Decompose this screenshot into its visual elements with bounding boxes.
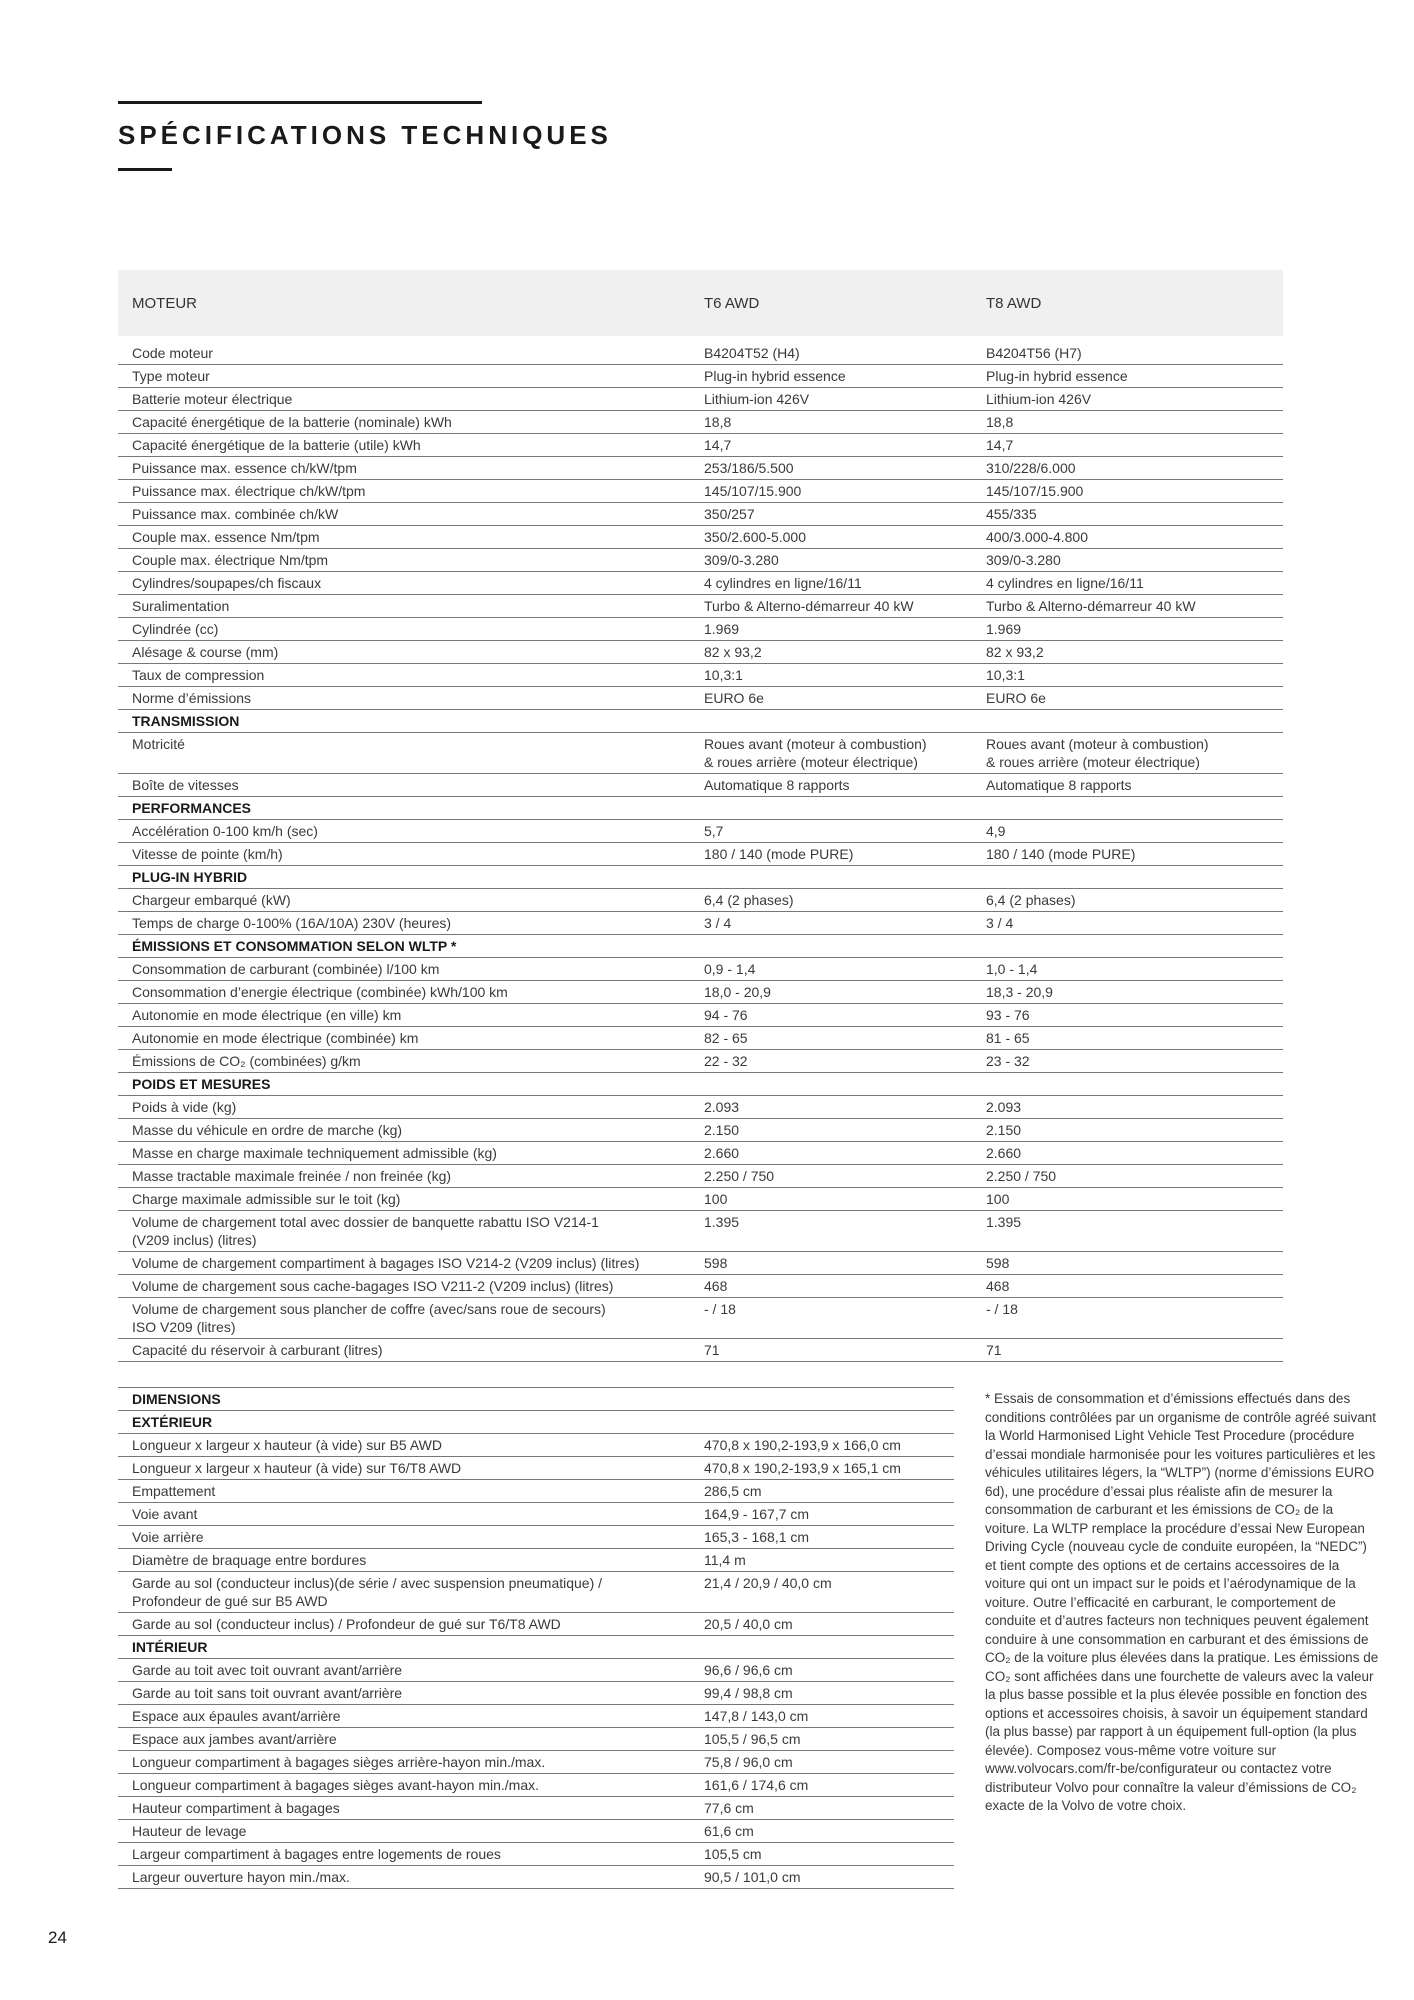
dimension-value: 96,6 / 96,6 cm xyxy=(704,1662,793,1678)
spec-label: Capacité du réservoir à carburant (litres) xyxy=(132,1342,383,1358)
table-row xyxy=(118,1165,1283,1188)
spec-value-t6: 350/2.600-5.000 xyxy=(704,529,806,545)
table-row xyxy=(118,1572,954,1613)
table-row xyxy=(118,687,1283,710)
spec-label: Puissance max. essence ch/kW/tpm xyxy=(132,460,357,476)
spec-label: Accélération 0-100 km/h (sec) xyxy=(132,823,318,839)
table-row xyxy=(118,1339,1283,1362)
table-row xyxy=(118,1526,954,1549)
section-heading xyxy=(118,1388,954,1411)
spec-value-t8: 1.969 xyxy=(986,621,1022,637)
spec-value-t8: 6,4 (2 phases) xyxy=(986,892,1076,908)
section-heading xyxy=(118,797,1283,820)
spec-value-t8: 310/228/6.000 xyxy=(986,460,1076,476)
spec-label: Capacité énergétique de la batterie (nominale) kWh xyxy=(132,414,452,430)
dimension-value: 147,8 / 143,0 cm xyxy=(704,1708,809,1724)
spec-label: Taux de compression xyxy=(132,667,265,683)
spec-value-t6: 145/107/15.900 xyxy=(704,483,802,499)
spec-value-t6: 598 xyxy=(704,1255,728,1271)
spec-label: Volume de chargement compartiment à bagages ISO V214-2 (V209 inclus) (litres) xyxy=(132,1255,640,1271)
spec-label: Consommation d’energie électrique (combinée) kWh/100 km xyxy=(132,984,508,1000)
spec-label: Cylindres/soupapes/ch fiscaux xyxy=(132,575,322,591)
table-row xyxy=(118,664,1283,687)
spec-value-t6: Roues avant (moteur à combustion) & roues arrière (moteur électrique) xyxy=(704,736,927,770)
spec-value-t8: 2.250 / 750 xyxy=(986,1168,1057,1184)
spec-value-t6: Turbo & Alterno-démarreur 40 kW xyxy=(704,598,914,614)
dimension-label: Longueur x largeur x hauteur (à vide) sur B5 AWD xyxy=(132,1437,442,1453)
table-row xyxy=(118,1751,954,1774)
dimension-label: Espace aux jambes avant/arrière xyxy=(132,1731,337,1747)
dimension-value: 75,8 / 96,0 cm xyxy=(704,1754,793,1770)
spec-value-t8: 82 x 93,2 xyxy=(986,644,1044,660)
spec-value-t6: 0,9 - 1,4 xyxy=(704,961,756,977)
spec-label: Charge maximale admissible sur le toit (kg) xyxy=(132,1191,401,1207)
dimension-value: 470,8 x 190,2-193,9 x 166,0 cm xyxy=(704,1437,901,1453)
table-row xyxy=(118,1142,1283,1165)
table-row xyxy=(118,1275,1283,1298)
spec-value-t8: 2.660 xyxy=(986,1145,1022,1161)
table-row xyxy=(118,572,1283,595)
table-row xyxy=(118,1549,954,1572)
spec-value-t8: 4 cylindres en ligne/16/11 xyxy=(986,575,1144,591)
spec-label: Alésage & course (mm) xyxy=(132,644,279,660)
spec-value-t8: 23 - 32 xyxy=(986,1053,1030,1069)
spec-value-t8: EURO 6e xyxy=(986,690,1046,706)
spec-label: Code moteur xyxy=(132,345,213,361)
spec-value-t6: Lithium-ion 426V xyxy=(704,391,810,407)
table-row xyxy=(118,641,1283,664)
spec-value-t8: 10,3:1 xyxy=(986,667,1025,683)
table-row xyxy=(118,1119,1283,1142)
section-title: INTÉRIEUR xyxy=(132,1639,208,1655)
spec-value-t8: Turbo & Alterno-démarreur 40 kW xyxy=(986,598,1196,614)
section-title: EXTÉRIEUR xyxy=(132,1414,213,1430)
dimension-value: 105,5 / 96,5 cm xyxy=(704,1731,801,1747)
dimension-label: Garde au sol (conducteur inclus) / Profondeur de gué sur T6/T8 AWD xyxy=(132,1616,561,1632)
section-heading xyxy=(118,1411,954,1434)
spec-value-t8: 93 - 76 xyxy=(986,1007,1030,1023)
table-row xyxy=(118,480,1283,503)
spec-label: Poids à vide (kg) xyxy=(132,1099,237,1115)
header-col-t8: T8 AWD xyxy=(986,294,1042,312)
spec-label: Puissance max. électrique ch/kW/tpm xyxy=(132,483,366,499)
table-row xyxy=(118,1820,954,1843)
spec-value-t8: 14,7 xyxy=(986,437,1014,453)
spec-value-t6: 3 / 4 xyxy=(704,915,732,931)
spec-value-t6: Plug-in hybrid essence xyxy=(704,368,846,384)
spec-value-t6: 180 / 140 (mode PURE) xyxy=(704,846,854,862)
spec-value-t8: 598 xyxy=(986,1255,1010,1271)
table-row xyxy=(118,1434,954,1457)
table-row xyxy=(118,342,1283,365)
spec-value-t8: 455/335 xyxy=(986,506,1037,522)
dimension-value: 61,6 cm xyxy=(704,1823,754,1839)
table-row xyxy=(118,1252,1283,1275)
spec-value-t8: - / 18 xyxy=(986,1301,1018,1317)
dimension-label: Diamètre de braquage entre bordures xyxy=(132,1552,367,1568)
dimension-value: 105,5 cm xyxy=(704,1846,762,1862)
table-row xyxy=(118,774,1283,797)
page-title: SPÉCIFICATIONS TECHNIQUES xyxy=(118,120,612,150)
spec-value-t6: 18,0 - 20,9 xyxy=(704,984,771,1000)
table-row xyxy=(118,1866,954,1889)
spec-value-t6: 100 xyxy=(704,1191,728,1207)
spec-label: Norme d’émissions xyxy=(132,690,252,706)
dimension-label: Voie arrière xyxy=(132,1529,204,1545)
spec-value-t6: 2.660 xyxy=(704,1145,740,1161)
spec-value-t8: Automatique 8 rapports xyxy=(986,777,1132,793)
spec-value-t6: 14,7 xyxy=(704,437,732,453)
spec-value-t6: 5,7 xyxy=(704,823,724,839)
spec-value-t6: 82 - 65 xyxy=(704,1030,748,1046)
dimension-label: Longueur x largeur x hauteur (à vide) sur T6/T8 AWD xyxy=(132,1460,462,1476)
spec-value-t8: 1.395 xyxy=(986,1214,1022,1230)
section-title: DIMENSIONS xyxy=(132,1391,221,1407)
spec-value-t8: 4,9 xyxy=(986,823,1006,839)
wltp-footnote: * Essais de consommation et d’émissions effectués dans des conditions contrôlées par un organisme de contrôle agréé suivant la World Harmonised Light Vehicle Test Procedure (procédure d’essai mondiale harmonisée pour les voitures particulières et les véhicules utilitaires légers, la “WLTP”) (norme d’émissions EURO 6d), une procédure d’essai plus réaliste afin de mesurer la consommation de carburant et les émissions de CO₂ de la voiture. La WLTP remplace la procédure d’essai New European Driving Cycle (nouveau cycle de conduite européen, la “NEDC”) et tient compte des options et de certains accessoires de la voiture qui ont un impact sur le poids et l’aérodynamique de la voiture. Outre l’efficacité en carburant, le comportement de conduite et d’autres facteurs non techniques peuvent également conduire à une consommation en carburant et des émissions de CO₂ de la voiture plus élevées dans la pratique. Les émissions de CO₂ sont affichées dans une fourchette de valeurs avec la valeur la plus basse possible et la plus élevée possible en fonction des options et accessoires choisis, à savoir un équipement standard (la plus basse) par rapport à un équipement full-option (la plus élevée). Composez vous-même votre voiture sur www.volvocars.com/fr-be/configurateur ou contactez votre distributeur Volvo pour connaître la valeur d’émissions de CO₂ exacte de la Volvo de votre choix. xyxy=(985,1391,1379,1813)
dimension-value: 77,6 cm xyxy=(704,1800,754,1816)
title-underline xyxy=(118,168,172,171)
spec-value-t8: 2.093 xyxy=(986,1099,1022,1115)
table-row xyxy=(118,1096,1283,1119)
table-row xyxy=(118,1682,954,1705)
spec-label: Émissions de CO₂ (combinées) g/km xyxy=(132,1053,361,1069)
spec-label: Volume de chargement total avec dossier de banquette rabattu ISO V214-1 (V209 inclus) (litres) xyxy=(132,1214,599,1248)
spec-value-t6: 94 - 76 xyxy=(704,1007,748,1023)
spec-label: Couple max. essence Nm/tpm xyxy=(132,529,320,545)
table-row xyxy=(118,1004,1283,1027)
spec-value-t6: 2.250 / 750 xyxy=(704,1168,775,1184)
spec-value-t6: 6,4 (2 phases) xyxy=(704,892,794,908)
table-row xyxy=(118,503,1283,526)
table-row xyxy=(118,981,1283,1004)
spec-value-t6: 2.150 xyxy=(704,1122,740,1138)
dimension-label: Voie avant xyxy=(132,1506,198,1522)
spec-value-t6: 350/257 xyxy=(704,506,755,522)
spec-value-t6: EURO 6e xyxy=(704,690,764,706)
spec-label: Motricité xyxy=(132,736,185,752)
table-row xyxy=(118,843,1283,866)
spec-label: Vitesse de pointe (km/h) xyxy=(132,846,283,862)
spec-table-body xyxy=(118,342,1283,1362)
table-row xyxy=(118,1050,1283,1073)
table-row xyxy=(118,365,1283,388)
spec-value-t8: 1,0 - 1,4 xyxy=(986,961,1038,977)
section-heading xyxy=(118,1073,1283,1096)
table-row xyxy=(118,1211,1283,1252)
section-title: TRANSMISSION xyxy=(132,713,240,729)
table-row xyxy=(118,549,1283,572)
spec-label: Masse tractable maximale freinée / non freinée (kg) xyxy=(132,1168,452,1184)
table-row xyxy=(118,618,1283,641)
spec-value-t8: 100 xyxy=(986,1191,1010,1207)
table-row xyxy=(118,526,1283,549)
dimension-value: 164,9 - 167,7 cm xyxy=(704,1506,810,1522)
dimension-value: 11,4 m xyxy=(704,1552,746,1568)
spec-value-t6: 253/186/5.500 xyxy=(704,460,794,476)
spec-value-t8: 3 / 4 xyxy=(986,915,1014,931)
spec-value-t6: 71 xyxy=(704,1342,720,1358)
table-row xyxy=(118,889,1283,912)
spec-value-t6: - / 18 xyxy=(704,1301,736,1317)
dimensions-table xyxy=(118,1387,954,1889)
header-label: MOTEUR xyxy=(132,294,197,312)
spec-value-t8: 309/0-3.280 xyxy=(986,552,1061,568)
table-row xyxy=(118,1843,954,1866)
spec-value-t8: 71 xyxy=(986,1342,1002,1358)
top-rule xyxy=(118,101,482,104)
spec-value-t8: Plug-in hybrid essence xyxy=(986,368,1128,384)
table-row xyxy=(118,1503,954,1526)
spec-value-t8: 180 / 140 (mode PURE) xyxy=(986,846,1136,862)
spec-label: Volume de chargement sous cache-bagages ISO V211-2 (V209 inclus) (litres) xyxy=(132,1278,614,1294)
table-row xyxy=(118,958,1283,981)
table-row xyxy=(118,388,1283,411)
dimension-label: Garde au toit avec toit ouvrant avant/arrière xyxy=(132,1662,403,1678)
dimension-label: Garde au toit sans toit ouvrant avant/arrière xyxy=(132,1685,403,1701)
spec-label: Masse en charge maximale techniquement admissible (kg) xyxy=(132,1145,497,1161)
dimension-value: 99,4 / 98,8 cm xyxy=(704,1685,793,1701)
spec-value-t6: 2.093 xyxy=(704,1099,740,1115)
spec-value-t6: B4204T52 (H4) xyxy=(704,345,800,361)
spec-label: Couple max. électrique Nm/tpm xyxy=(132,552,329,568)
spec-value-t6: 10,3:1 xyxy=(704,667,743,683)
dimension-label: Longueur compartiment à bagages sièges avant-hayon min./max. xyxy=(132,1777,540,1793)
spec-value-t6: 468 xyxy=(704,1278,728,1294)
spec-value-t8: 468 xyxy=(986,1278,1010,1294)
table-row xyxy=(118,595,1283,618)
dimension-label: Hauteur de levage xyxy=(132,1823,247,1839)
table-row xyxy=(118,434,1283,457)
spec-label: Capacité énergétique de la batterie (utile) kWh xyxy=(132,437,421,453)
spec-value-t8: 18,8 xyxy=(986,414,1014,430)
dimension-value: 165,3 - 168,1 cm xyxy=(704,1529,810,1545)
section-title: PLUG-IN HYBRID xyxy=(132,869,248,885)
page-number: 24 xyxy=(48,1928,67,1947)
spec-value-t8: Lithium-ion 426V xyxy=(986,391,1092,407)
table-row xyxy=(118,1705,954,1728)
dimension-value: 470,8 x 190,2-193,9 x 165,1 cm xyxy=(704,1460,901,1476)
section-heading xyxy=(118,935,1283,958)
spec-label: Puissance max. combinée ch/kW xyxy=(132,506,339,522)
table-row xyxy=(118,457,1283,480)
spec-label: Chargeur embarqué (kW) xyxy=(132,892,291,908)
spec-value-t8: B4204T56 (H7) xyxy=(986,345,1082,361)
dimension-label: Hauteur compartiment à bagages xyxy=(132,1800,340,1816)
header-col-t6: T6 AWD xyxy=(704,294,760,312)
dimension-label: Largeur ouverture hayon min./max. xyxy=(132,1869,350,1885)
table-row xyxy=(118,1774,954,1797)
spec-value-t8: Roues avant (moteur à combustion) & roues arrière (moteur électrique) xyxy=(986,736,1209,770)
table-row xyxy=(118,1613,954,1636)
table-row xyxy=(118,820,1283,843)
table-row xyxy=(118,912,1283,935)
spec-value-t8: 2.150 xyxy=(986,1122,1022,1138)
dimension-label: Garde au sol (conducteur inclus)(de série / avec suspension pneumatique) / Profondeur de gué sur B5 AWD xyxy=(132,1575,603,1609)
spec-value-t6: 1.395 xyxy=(704,1214,740,1230)
spec-label: Boîte de vitesses xyxy=(132,777,239,793)
spec-value-t6: 4 cylindres en ligne/16/11 xyxy=(704,575,862,591)
spec-value-t8: 18,3 - 20,9 xyxy=(986,984,1053,1000)
spec-label: Suralimentation xyxy=(132,598,230,614)
dimension-value: 20,5 / 40,0 cm xyxy=(704,1616,793,1632)
spec-value-t6: 309/0-3.280 xyxy=(704,552,779,568)
spec-value-t8: 145/107/15.900 xyxy=(986,483,1084,499)
table-row xyxy=(118,411,1283,434)
spec-value-t6: Automatique 8 rapports xyxy=(704,777,850,793)
dimension-value: 90,5 / 101,0 cm xyxy=(704,1869,801,1885)
spec-table xyxy=(118,270,1283,1362)
spec-table-header xyxy=(118,270,1283,336)
table-row xyxy=(118,1457,954,1480)
dimension-value: 286,5 cm xyxy=(704,1483,762,1499)
section-title: POIDS ET MESURES xyxy=(132,1076,271,1092)
spec-label: Masse du véhicule en ordre de marche (kg) xyxy=(132,1122,403,1138)
spec-label: Consommation de carburant (combinée) l/100 km xyxy=(132,961,440,977)
spec-value-t6: 1.969 xyxy=(704,621,740,637)
section-title: ÉMISSIONS ET CONSOMMATION SELON WLTP * xyxy=(132,938,457,954)
dimension-label: Largeur compartiment à bagages entre logements de roues xyxy=(132,1846,501,1862)
table-row xyxy=(118,1728,954,1751)
table-row xyxy=(118,733,1283,774)
spec-label: Cylindrée (cc) xyxy=(132,621,219,637)
spec-label: Temps de charge 0-100% (16A/10A) 230V (heures) xyxy=(132,915,452,931)
spec-label: Volume de chargement sous plancher de coffre (avec/sans roue de secours) ISO V209 (litres) xyxy=(132,1301,606,1335)
table-row xyxy=(118,1188,1283,1211)
table-row xyxy=(118,1659,954,1682)
section-heading xyxy=(118,866,1283,889)
dimension-value: 21,4 / 20,9 / 40,0 cm xyxy=(704,1575,832,1591)
dimension-label: Empattement xyxy=(132,1483,216,1499)
spec-value-t8: 400/3.000-4.800 xyxy=(986,529,1088,545)
dimension-value: 161,6 / 174,6 cm xyxy=(704,1777,809,1793)
table-row xyxy=(118,1480,954,1503)
section-heading xyxy=(118,710,1283,733)
spec-value-t6: 22 - 32 xyxy=(704,1053,748,1069)
table-row xyxy=(118,1797,954,1820)
spec-value-t6: 18,8 xyxy=(704,414,732,430)
spec-value-t6: 82 x 93,2 xyxy=(704,644,762,660)
table-row xyxy=(118,1027,1283,1050)
spec-label: Autonomie en mode électrique (en ville) km xyxy=(132,1007,402,1023)
dimension-label: Espace aux épaules avant/arrière xyxy=(132,1708,341,1724)
dimension-label: Longueur compartiment à bagages sièges arrière-hayon min./max. xyxy=(132,1754,546,1770)
spec-value-t8: 81 - 65 xyxy=(986,1030,1030,1046)
section-heading xyxy=(118,1636,954,1659)
spec-label: Autonomie en mode électrique (combinée) km xyxy=(132,1030,419,1046)
section-title: PERFORMANCES xyxy=(132,800,252,816)
table-row xyxy=(118,1298,1283,1339)
spec-label: Batterie moteur électrique xyxy=(132,391,293,407)
spec-label: Type moteur xyxy=(132,368,210,384)
